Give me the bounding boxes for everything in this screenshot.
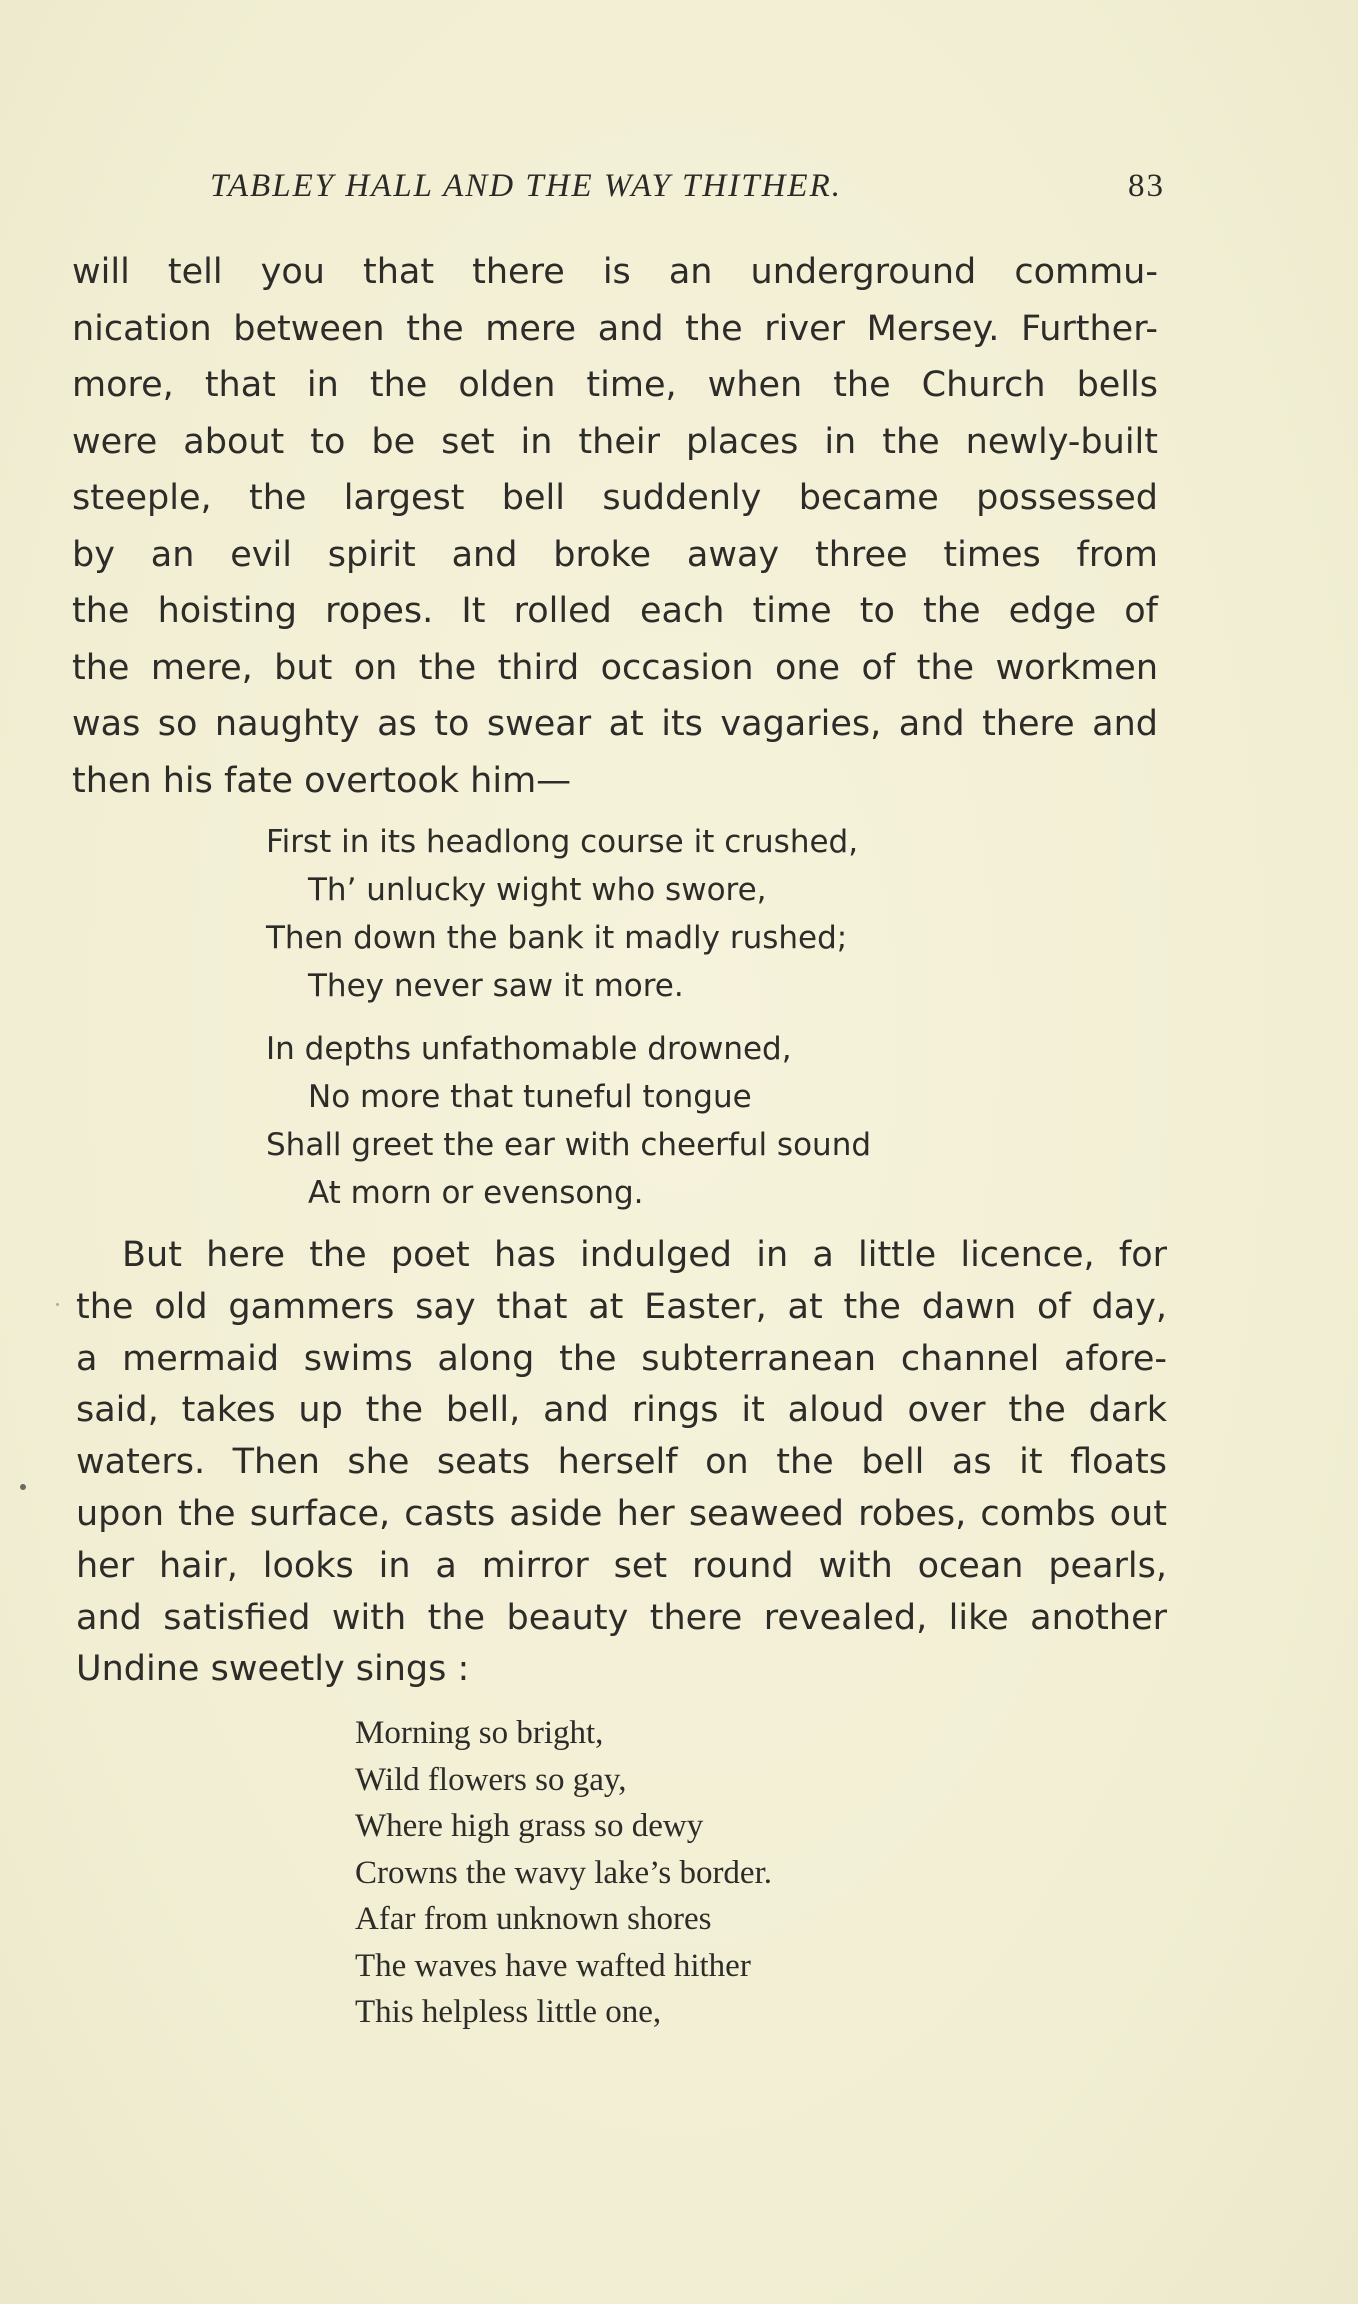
song-line: Where high grass so dewy — [355, 1808, 704, 1844]
verse-line: First in its headlong course it crushed, — [266, 824, 859, 860]
text-line: the old gammers say that at Easter, at the dawn of day, — [76, 1286, 1167, 1327]
song-line: Morning so bright, — [355, 1715, 604, 1751]
text-line: her hair, looks in a mirror set round with ocean pearls, — [76, 1545, 1167, 1586]
running-title: TABLEY HALL AND THE WAY THITHER. — [210, 168, 842, 204]
text-line: waters. Then she seats herself on the bell as it floats — [76, 1442, 1167, 1483]
text-line: then his fate overtook him— — [72, 760, 572, 801]
song-line: Crowns the wavy lake’s border. — [355, 1854, 772, 1891]
text-line: said, takes up the bell, and rings it aloud over the dark — [76, 1390, 1167, 1431]
running-header — [210, 168, 1165, 218]
paragraph-underground-communication — [72, 244, 1158, 809]
text-line: more, that in the olden time, when the Church bells — [72, 365, 1158, 405]
paragraph-mermaid — [76, 1230, 1167, 1696]
verse-line: Shall greet the ear with cheerful sound — [266, 1127, 872, 1163]
paper-speck — [56, 1303, 59, 1306]
text-line: and satisfied with the beauty there revealed, like another — [76, 1597, 1167, 1638]
undine-song — [355, 1710, 772, 2036]
text-line: a mermaid swims along the subterranean channel afore- — [76, 1338, 1167, 1379]
song-line: The waves have wafted hither — [355, 1947, 751, 1984]
verse-line: They never saw it more. — [308, 968, 684, 1004]
text-line: Undine sweetly sings : — [76, 1649, 470, 1690]
verse-line: No more that tuneful tongue — [308, 1079, 752, 1115]
text-line: nication between the mere and the river Mersey. Further- — [72, 308, 1158, 349]
verse-line: Then down the bank it madly rushed; — [266, 920, 848, 956]
verse-stanza-1 — [266, 818, 858, 1010]
verse-line: In depths unfathomable drowned, — [266, 1031, 792, 1067]
song-line: This helpless little one, — [355, 1994, 662, 2030]
text-line: were about to be set in their places in the newly-built — [72, 421, 1158, 462]
text-line: by an evil spirit and broke away three times from — [72, 534, 1158, 575]
page-number: 83 — [1128, 168, 1165, 204]
verse-line: Th’ unlucky wight who swore, — [308, 872, 767, 908]
text-line: the mere, but on the third occasion one of the workmen — [72, 647, 1158, 688]
song-line: Wild flowers so gay, — [355, 1761, 627, 1798]
text-line: the hoisting ropes. It rolled each time to the edge of — [72, 591, 1158, 631]
verse-line: At morn or evensong. — [308, 1175, 644, 1211]
text-line: But here the poet has indulged in a little licence, for — [122, 1235, 1167, 1275]
verse-stanza-2 — [266, 1025, 871, 1217]
text-line: was so naughty as to swear at its vagaries, and there and — [72, 704, 1158, 744]
song-line: Afar from unknown shores — [355, 1901, 712, 1937]
text-line: upon the surface, casts aside her seaweed robes, combs out — [76, 1493, 1167, 1534]
paper-speck — [20, 1484, 26, 1490]
text-line: steeple, the largest bell suddenly became possessed — [72, 478, 1158, 518]
text-line: will tell you that there is an underground commu- — [72, 252, 1158, 292]
